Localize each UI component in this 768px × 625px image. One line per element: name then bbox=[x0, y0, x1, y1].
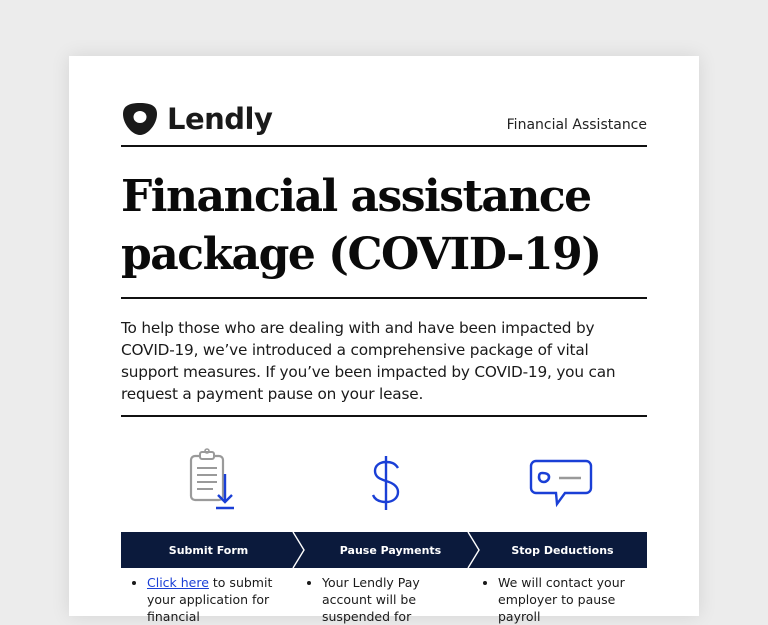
divider bbox=[121, 145, 647, 147]
document-page bbox=[69, 56, 699, 624]
step-icons bbox=[121, 448, 647, 518]
page-title bbox=[121, 168, 601, 284]
list-item: • Your Lendly Pay account will be suspended for bbox=[322, 574, 473, 625]
step-stop-deductions: Stop Deductions bbox=[511, 543, 614, 557]
click-here-link[interactable]: Click here bbox=[147, 575, 209, 590]
step-submit-form: Submit Form bbox=[168, 543, 249, 557]
document-header bbox=[121, 100, 647, 146]
dollar-icon bbox=[367, 452, 407, 512]
list-item: • We will contact your employer to pause payroll bbox=[498, 574, 649, 625]
brand-name: Lendly bbox=[167, 102, 273, 136]
divider bbox=[121, 415, 647, 417]
divider bbox=[121, 297, 647, 299]
brand-logo bbox=[121, 100, 272, 138]
intro-paragraph: To help those who are dealing with and have been impacted by COVID-19, we’ve introduced a comprehensive package of vital support measures. If you’ve been impacted by COVID-19, you can request a payment pause on your lease. bbox=[121, 319, 616, 403]
step-detail-pause bbox=[308, 574, 473, 625]
step-detail-submit bbox=[133, 574, 298, 625]
title-line-2: package (COVID-19) bbox=[121, 229, 601, 280]
header-tag: Financial Assistance bbox=[506, 117, 647, 133]
clipboard-download-icon bbox=[187, 448, 237, 512]
chat-bubble-icon bbox=[529, 458, 595, 508]
lendly-logo-icon bbox=[121, 100, 159, 138]
title-line-1: Financial assistance bbox=[121, 171, 591, 222]
list-item: • Click here to submit your application for financial bbox=[147, 574, 298, 625]
step-pause-payments: Pause Payments bbox=[339, 543, 442, 557]
process-steps-bar bbox=[121, 532, 647, 568]
step-detail-stop bbox=[484, 574, 649, 625]
